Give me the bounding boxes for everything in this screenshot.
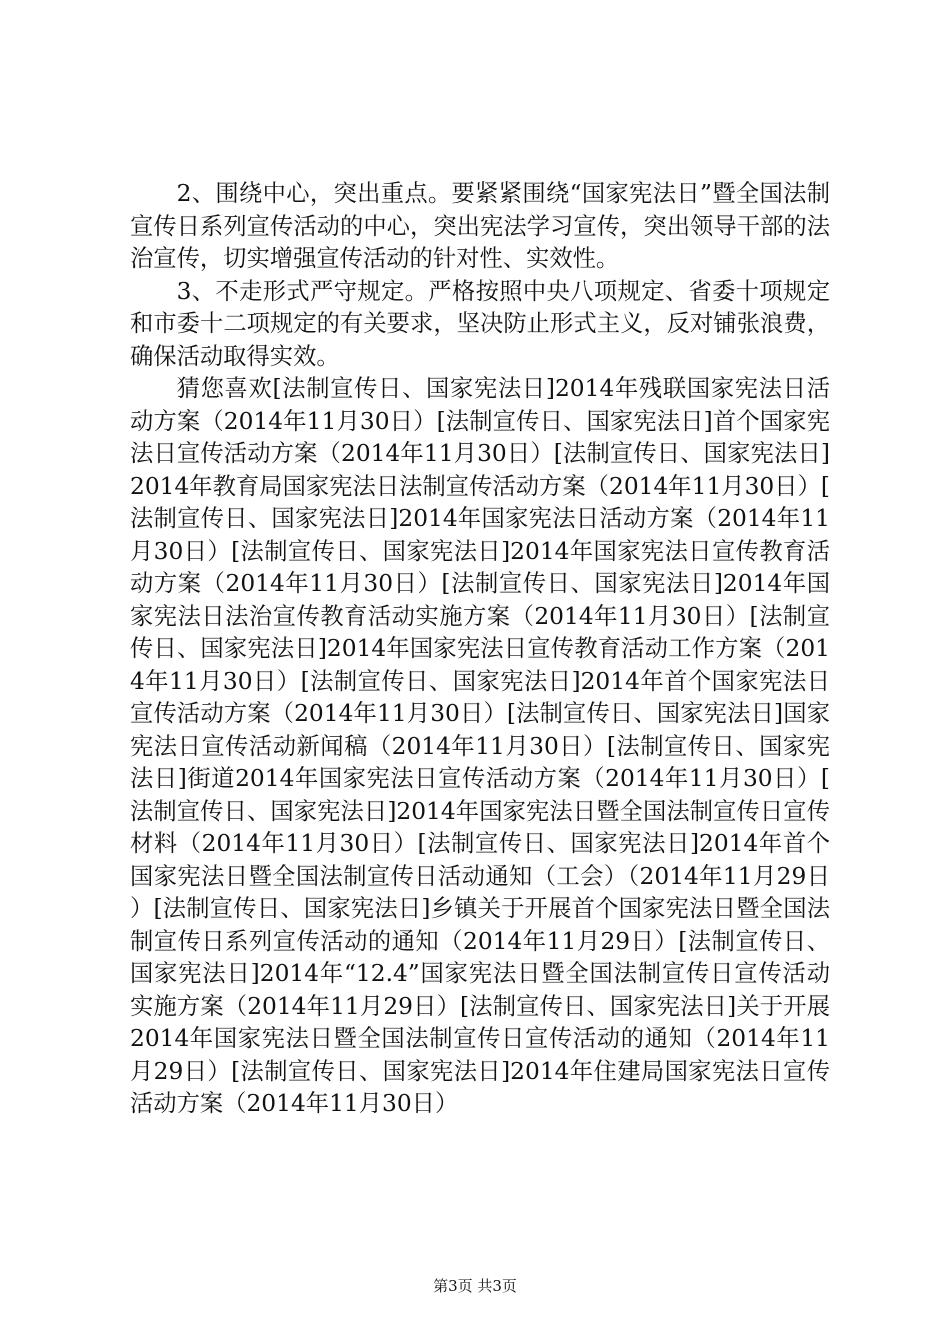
paragraph-focus-center: 2、围绕中心，突出重点。要紧紧围绕“国家宪法日”暨全国法制宣传日系列宣传活动的中心，突出宪法学习宣传，突出领导干部的法治宣传，切实增强宣传活动的针对性、实效性。 — [130, 180, 830, 272]
document-body — [130, 178, 830, 1121]
page-footer: 第3页 共3页 — [433, 1277, 517, 1295]
paragraph-related-links: 猜您喜欢[法制宣传日、国家宪法日]2014年残联国家宪法日活动方案（2014年11月30日）[法制宣传日、国家宪法日]首个国家宪法日宣传活动方案（2014年11月30日）[法制宣传日、国家宪法日]2014年教育局国家宪法日法制宣传活动方案（2014年11月30日）[法制宣传日、国家宪法日]2014年国家宪法日活动方案（2014年11月30日）[法制宣传日、国家宪法日]2014年国家宪法日宣传教育活动方案（2014年11月30日）[法制宣传日、国家宪法日]2014年国家宪法日法治宣传教育活动实施方案（2014年11月30日）[法制宣传日、国家宪法日]2014年国家宪法日宣传教育活动工作方案（2014年11月30日）[法制宣传日、国家宪法日]2014年首个国家宪法日宣传活动方案（2014年11月30日）[法制宣传日、国家宪法日]国家宪法日宣传活动新闻稿（2014年11月30日）[法制宣传日、国家宪法日]街道2014年国家宪法日宣传活动方案（2014年11月30日）[法制宣传日、国家宪法日]2014年国家宪法日暨全国法制宣传日宣传材料（2014年11月30日）[法制宣传日、国家宪法日]2014年首个国家宪法日暨全国法制宣传日活动通知（工会）（2014年11月29日）[法制宣传日、国家宪法日]乡镇关于开展首个国家宪法日暨全国法制宣传日系列宣传活动的通知（2014年11月29日）[法制宣传日、国家宪法日]2014年“12.4”国家宪法日暨全国法制宣传日宣传活动实施方案（2014年11月29日）[法制宣传日、国家宪法日]关于开展2014年国家宪法日暨全国法制宣传日宣传活动的通知（2014年11月29日）[法制宣传日、国家宪法日]2014年住建局国家宪法日宣传活动方案（2014年11月30日） — [130, 375, 830, 1117]
paragraph-no-formalism: 3、不走形式严守规定。严格按照中央八项规定、省委十项规定和市委十二项规定的有关要求，坚决防止形式主义，反对铺张浪费，确保活动取得实效。 — [130, 277, 830, 370]
